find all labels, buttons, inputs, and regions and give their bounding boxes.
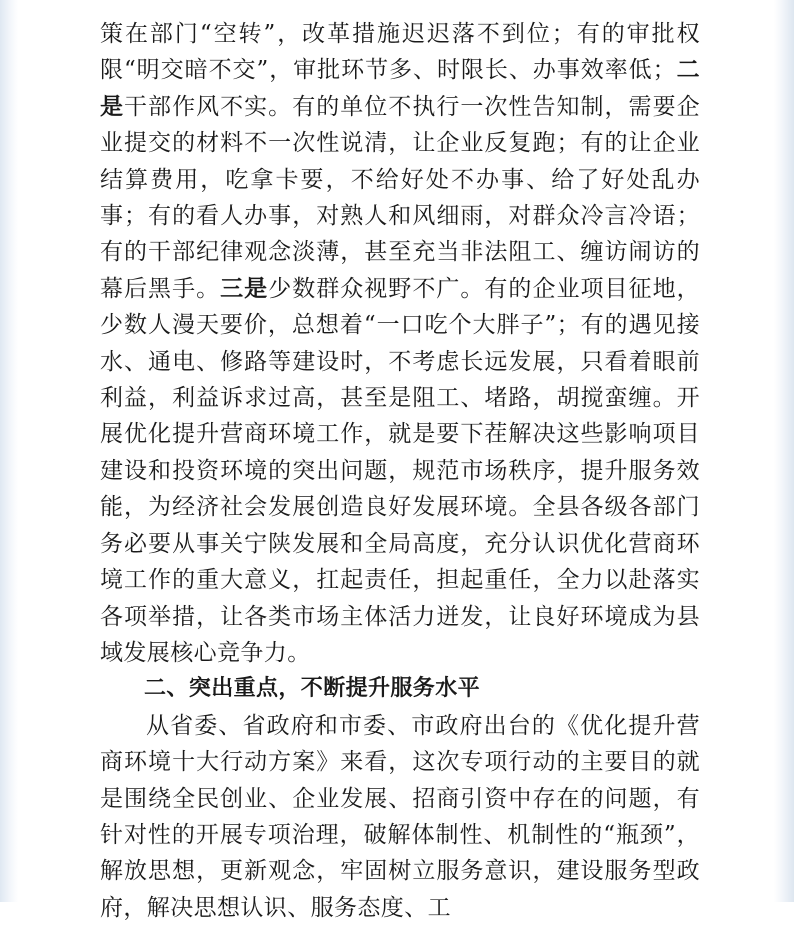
paragraph-1-text-b: 干部作风不实。有的单位不执行一次性告知制，需要企业提交的材料不一次性说清，让企业反复跑；有的让企业结算费用，吃拿卡要，不给好处不办事、给了好处乱办事；有的看人办事，对熟人和风细雨，对群众冷言冷语；有的干部纪律观念淡薄，甚至充当非法阻工、缠访闹访的幕后黑手。 bbox=[100, 93, 700, 302]
paragraph-1-bold-third: 三是 bbox=[220, 274, 269, 302]
paragraph-1-text-a: 策在部门“空转”，改革措施迟迟落不到位；有的审批权限“明交暗不交”，审批环节多、时限长、办事效率低； bbox=[100, 21, 700, 84]
paragraph-1-bold-second: 二是 bbox=[100, 56, 700, 120]
document-page bbox=[100, 16, 701, 921]
page-edge-right bbox=[774, 0, 794, 902]
section-heading-2: 二、突出重点，不断提升服务水平 bbox=[144, 676, 481, 702]
paragraph-1-text-c: 少数群众视野不广。有的企业项目征地，少数人漫天要价，总想着“一口吃个大胖子”；有的遇见接水、通电、修路等建设时，不考虑长远发展，只看着眼前利益，利益诉求过高，甚至是阻工、堵路，胡搅蛮缠。开展优化提升营商环境工作，就是要下茬解决这些影响项目建设和投资环境的突出问题，规范市场秩序，提升服务效能，为经济社会发展创造良好发展环境。全县各级各部门务必要从事关宁陕发展和全局高度，充分认识优化营商环境工作的重大意义，扛起责任，担起重任，全力以赴落实各项举措，让各类市场主体活力迸发，让良好环境成为县域发展核心竞争力。 bbox=[100, 275, 701, 666]
page-edge-left bbox=[0, 0, 18, 902]
body-paragraph-2: 从省委、省政府和市委、市政府出台的《优化提升营商环境十大行动方案》来看，这次专项行动的主要目的就是围绕全民创业、企业发展、招商引资中存在的问题，有针对性的开展专项治理，破解体制性、机制性的“瓶颈”，解放思想，更新观念，牢固树立服务意识，建设服务型政府，解决思想认识、服务态度、工 bbox=[100, 712, 700, 921]
body-paragraph-1 bbox=[100, 16, 700, 671]
